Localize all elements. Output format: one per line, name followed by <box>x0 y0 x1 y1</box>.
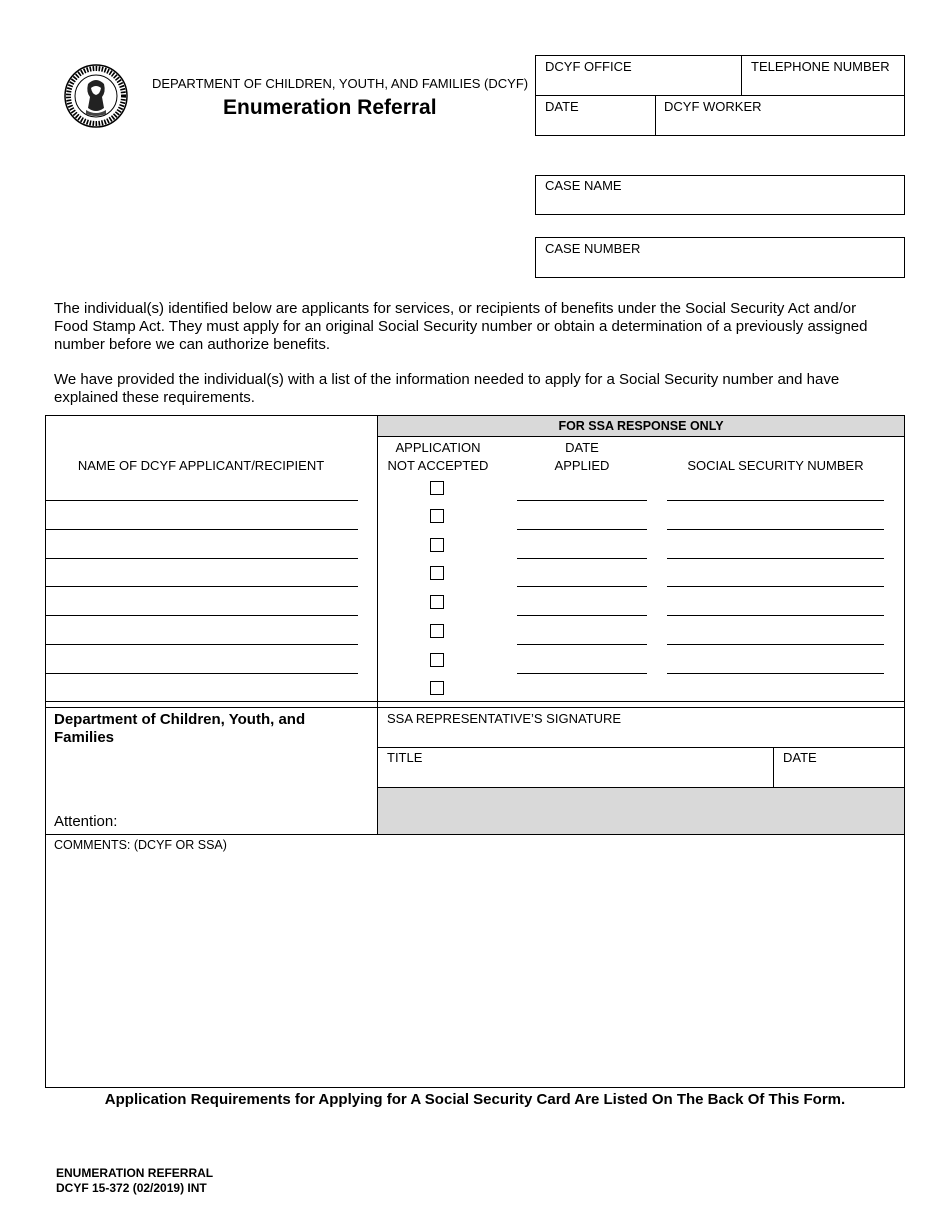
not-accepted-checkbox[interactable] <box>430 624 444 638</box>
not-accepted-header-1: APPLICATION <box>395 440 481 455</box>
intro-paragraph-2: We have provided the individual(s) with a list of the information needed to apply for a Social Security number and have explained these requirements. <box>54 371 840 406</box>
telephone-number-field[interactable]: TELEPHONE NUMBER <box>751 59 890 74</box>
ssn-line[interactable] <box>667 615 884 616</box>
footer-form-name: ENUMERATION REFERRAL <box>56 1166 214 1180</box>
not-accepted-header-2: NOT ACCEPTED <box>387 458 489 473</box>
applicant-name-line[interactable] <box>46 644 358 645</box>
date-applied-header-1: DATE <box>565 440 599 455</box>
applicant-name-line[interactable] <box>46 500 358 501</box>
gray-shaded-area <box>378 787 904 834</box>
date-field[interactable]: DATE <box>545 99 579 114</box>
applicant-name-line[interactable] <box>46 586 358 587</box>
applicant-name-line[interactable] <box>46 529 358 530</box>
case-number-label: CASE NUMBER <box>545 241 641 256</box>
title-field[interactable]: TITLE <box>387 750 423 765</box>
applicant-name-line[interactable] <box>46 558 358 559</box>
ssn-line[interactable] <box>667 586 884 587</box>
not-accepted-checkbox[interactable] <box>430 653 444 667</box>
date-applied-line[interactable] <box>517 586 647 587</box>
ssn-line[interactable] <box>667 558 884 559</box>
date-applied-header-2: APPLIED <box>554 458 610 473</box>
back-of-form-notice: Application Requirements for Applying for A Social Security Card Are Listed On The Back Of This Form. <box>104 1091 846 1108</box>
not-accepted-checkbox[interactable] <box>430 566 444 580</box>
ssn-line[interactable] <box>667 644 884 645</box>
name-column-header: NAME OF DCYF APPLICANT/RECIPIENT <box>77 458 325 473</box>
department-name: DEPARTMENT OF CHILDREN, YOUTH, AND FAMILIES (DCYF) <box>152 76 529 91</box>
applicant-name-line[interactable] <box>46 673 358 674</box>
not-accepted-checkbox[interactable] <box>430 509 444 523</box>
intro-paragraph-1: The individual(s) identified below are applicants for services, or recipients of benefits under the Social Security Act and/or Food Stamp Act. They must apply for an original Social Security number or obtain a determination of a previously assigned number before we can authorize benefits. <box>54 300 868 353</box>
ssa-date-field[interactable]: DATE <box>783 750 817 765</box>
state-seal <box>64 64 128 128</box>
ssn-line[interactable] <box>667 529 884 530</box>
ssa-signature-field[interactable]: SSA REPRESENTATIVE’S SIGNATURE <box>387 711 622 726</box>
date-applied-line[interactable] <box>517 615 647 616</box>
date-applied-line[interactable] <box>517 529 647 530</box>
case-name-label: CASE NAME <box>545 178 622 193</box>
comments-label: COMMENTS: (DCYF OR SSA) <box>54 838 227 852</box>
comments-area[interactable] <box>46 855 904 1087</box>
dcyf-worker-field[interactable]: DCYF WORKER <box>664 99 762 114</box>
form-title: Enumeration Referral <box>223 96 437 119</box>
not-accepted-checkbox[interactable] <box>430 538 444 552</box>
applicant-name-line[interactable] <box>46 615 358 616</box>
date-applied-line[interactable] <box>517 558 647 559</box>
ssn-line[interactable] <box>667 500 884 501</box>
footer-form-number: DCYF 15-372 (02/2019) INT <box>56 1181 207 1195</box>
ssa-response-header: FOR SSA RESPONSE ONLY <box>558 419 724 433</box>
not-accepted-checkbox[interactable] <box>430 681 444 695</box>
attention-label[interactable]: Attention: <box>54 813 118 830</box>
date-applied-line[interactable] <box>517 500 647 501</box>
not-accepted-checkbox[interactable] <box>430 481 444 495</box>
ssn-header: SOCIAL SECURITY NUMBER <box>687 458 864 473</box>
date-applied-line[interactable] <box>517 644 647 645</box>
date-applied-line[interactable] <box>517 673 647 674</box>
ssn-line[interactable] <box>667 673 884 674</box>
dcyf-office-field[interactable]: DCYF OFFICE <box>545 59 632 74</box>
not-accepted-checkbox[interactable] <box>430 595 444 609</box>
dept-name-bold: Department of Children, Youth, and Families <box>54 711 306 746</box>
